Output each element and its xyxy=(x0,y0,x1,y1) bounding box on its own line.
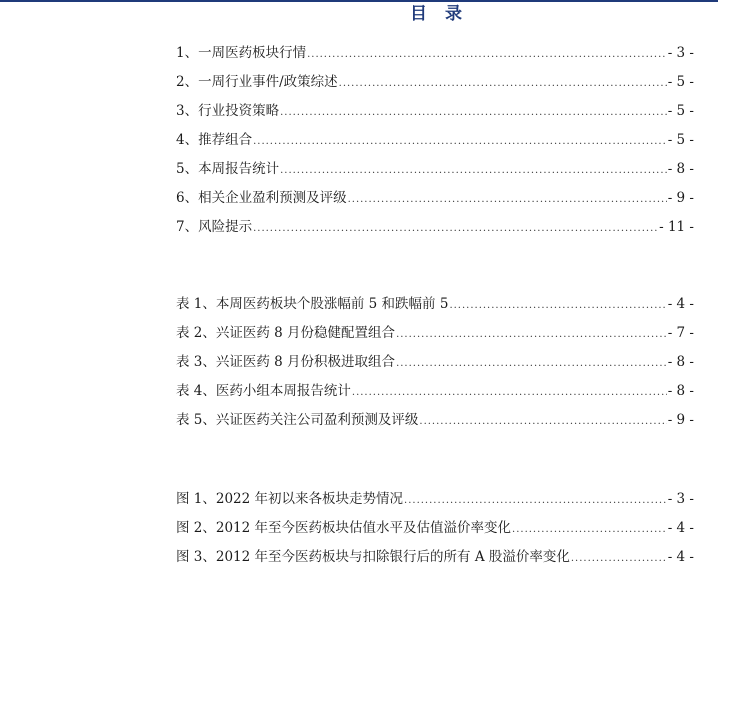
toc-entry-page: - 5 - xyxy=(667,103,694,119)
toc-entry-page: - 7 - xyxy=(667,325,694,341)
table-list xyxy=(176,290,694,435)
toc-entry-page: - 11 - xyxy=(659,219,694,235)
toc-entry-label: 6、相关企业盈利预测及评级 xyxy=(176,190,347,206)
dot-leader xyxy=(512,515,667,544)
toc-entry[interactable] xyxy=(176,377,694,406)
toc-entry-page: - 9 - xyxy=(667,412,694,428)
toc-entry[interactable] xyxy=(176,290,694,319)
figure-list xyxy=(176,485,694,572)
toc-entry[interactable] xyxy=(176,97,694,126)
dot-leader xyxy=(396,349,667,378)
toc-entry[interactable] xyxy=(176,39,694,68)
toc-entry-label: 4、推荐组合 xyxy=(176,132,253,148)
dot-leader xyxy=(449,291,666,320)
toc-entry-label: 图 3、2012 年至今医药板块与扣除银行后的所有 A 股溢价率变化 xyxy=(176,549,570,565)
toc-entry-label: 2、一周行业事件/政策综述 xyxy=(176,74,338,90)
toc-entry-label: 表 4、医药小组本周报告统计 xyxy=(176,383,351,399)
toc-entry-page: - 8 - xyxy=(667,354,694,370)
toc-entry-page: - 4 - xyxy=(667,296,694,312)
section-list xyxy=(176,39,694,242)
dot-leader xyxy=(404,486,667,515)
dot-leader xyxy=(348,185,667,214)
toc-entry-page: - 3 - xyxy=(667,491,694,507)
toc-entry[interactable] xyxy=(176,126,694,155)
dot-leader xyxy=(571,544,667,573)
toc-entry[interactable] xyxy=(176,348,694,377)
toc-entry-page: - 4 - xyxy=(667,549,694,565)
toc-entry-label: 7、风险提示 xyxy=(176,219,253,235)
toc-entry[interactable] xyxy=(176,319,694,348)
toc-entry[interactable] xyxy=(176,68,694,97)
toc-entry-label: 表 2、兴证医药 8 月份稳健配置组合 xyxy=(176,325,396,341)
toc-entry-label: 表 5、兴证医药关注公司盈利预测及评级 xyxy=(176,412,419,428)
dot-leader xyxy=(253,214,658,243)
toc-entry-page: - 5 - xyxy=(667,132,694,148)
toc-entry-page: - 8 - xyxy=(667,161,694,177)
toc-entry-label: 5、本周报告统计 xyxy=(176,161,280,177)
toc-title: 目 录 xyxy=(410,4,468,24)
toc-entry-label: 1、一周医药板块行情 xyxy=(176,45,307,61)
dot-leader xyxy=(352,378,667,407)
toc-entry[interactable] xyxy=(176,155,694,184)
toc-entry-label: 表 1、本周医药板块个股涨幅前 5 和跌幅前 5 xyxy=(176,296,449,312)
dot-leader xyxy=(419,407,666,436)
toc-entry[interactable] xyxy=(176,485,694,514)
toc-entry-label: 3、行业投资策略 xyxy=(176,103,280,119)
dot-leader xyxy=(396,320,667,349)
toc-entry-page: - 3 - xyxy=(667,45,694,61)
dot-leader xyxy=(339,69,667,98)
toc-entry[interactable] xyxy=(176,184,694,213)
toc-entry-label: 表 3、兴证医药 8 月份积极进取组合 xyxy=(176,354,396,370)
dot-leader xyxy=(280,156,667,185)
toc-entry[interactable] xyxy=(176,213,694,242)
toc-entry-label: 图 1、2022 年初以来各板块走势情况 xyxy=(176,491,404,507)
toc-entry-page: - 9 - xyxy=(667,190,694,206)
toc-entry-label: 图 2、2012 年至今医药板块估值水平及估值溢价率变化 xyxy=(176,520,512,536)
dot-leader xyxy=(307,40,667,69)
toc-entry[interactable] xyxy=(176,514,694,543)
toc-entry-page: - 5 - xyxy=(667,74,694,90)
toc-entry-page: - 4 - xyxy=(667,520,694,536)
toc-entry[interactable] xyxy=(176,406,694,435)
dot-leader xyxy=(280,98,667,127)
toc-entry-page: - 8 - xyxy=(667,383,694,399)
toc-entry[interactable] xyxy=(176,543,694,572)
dot-leader xyxy=(253,127,667,156)
